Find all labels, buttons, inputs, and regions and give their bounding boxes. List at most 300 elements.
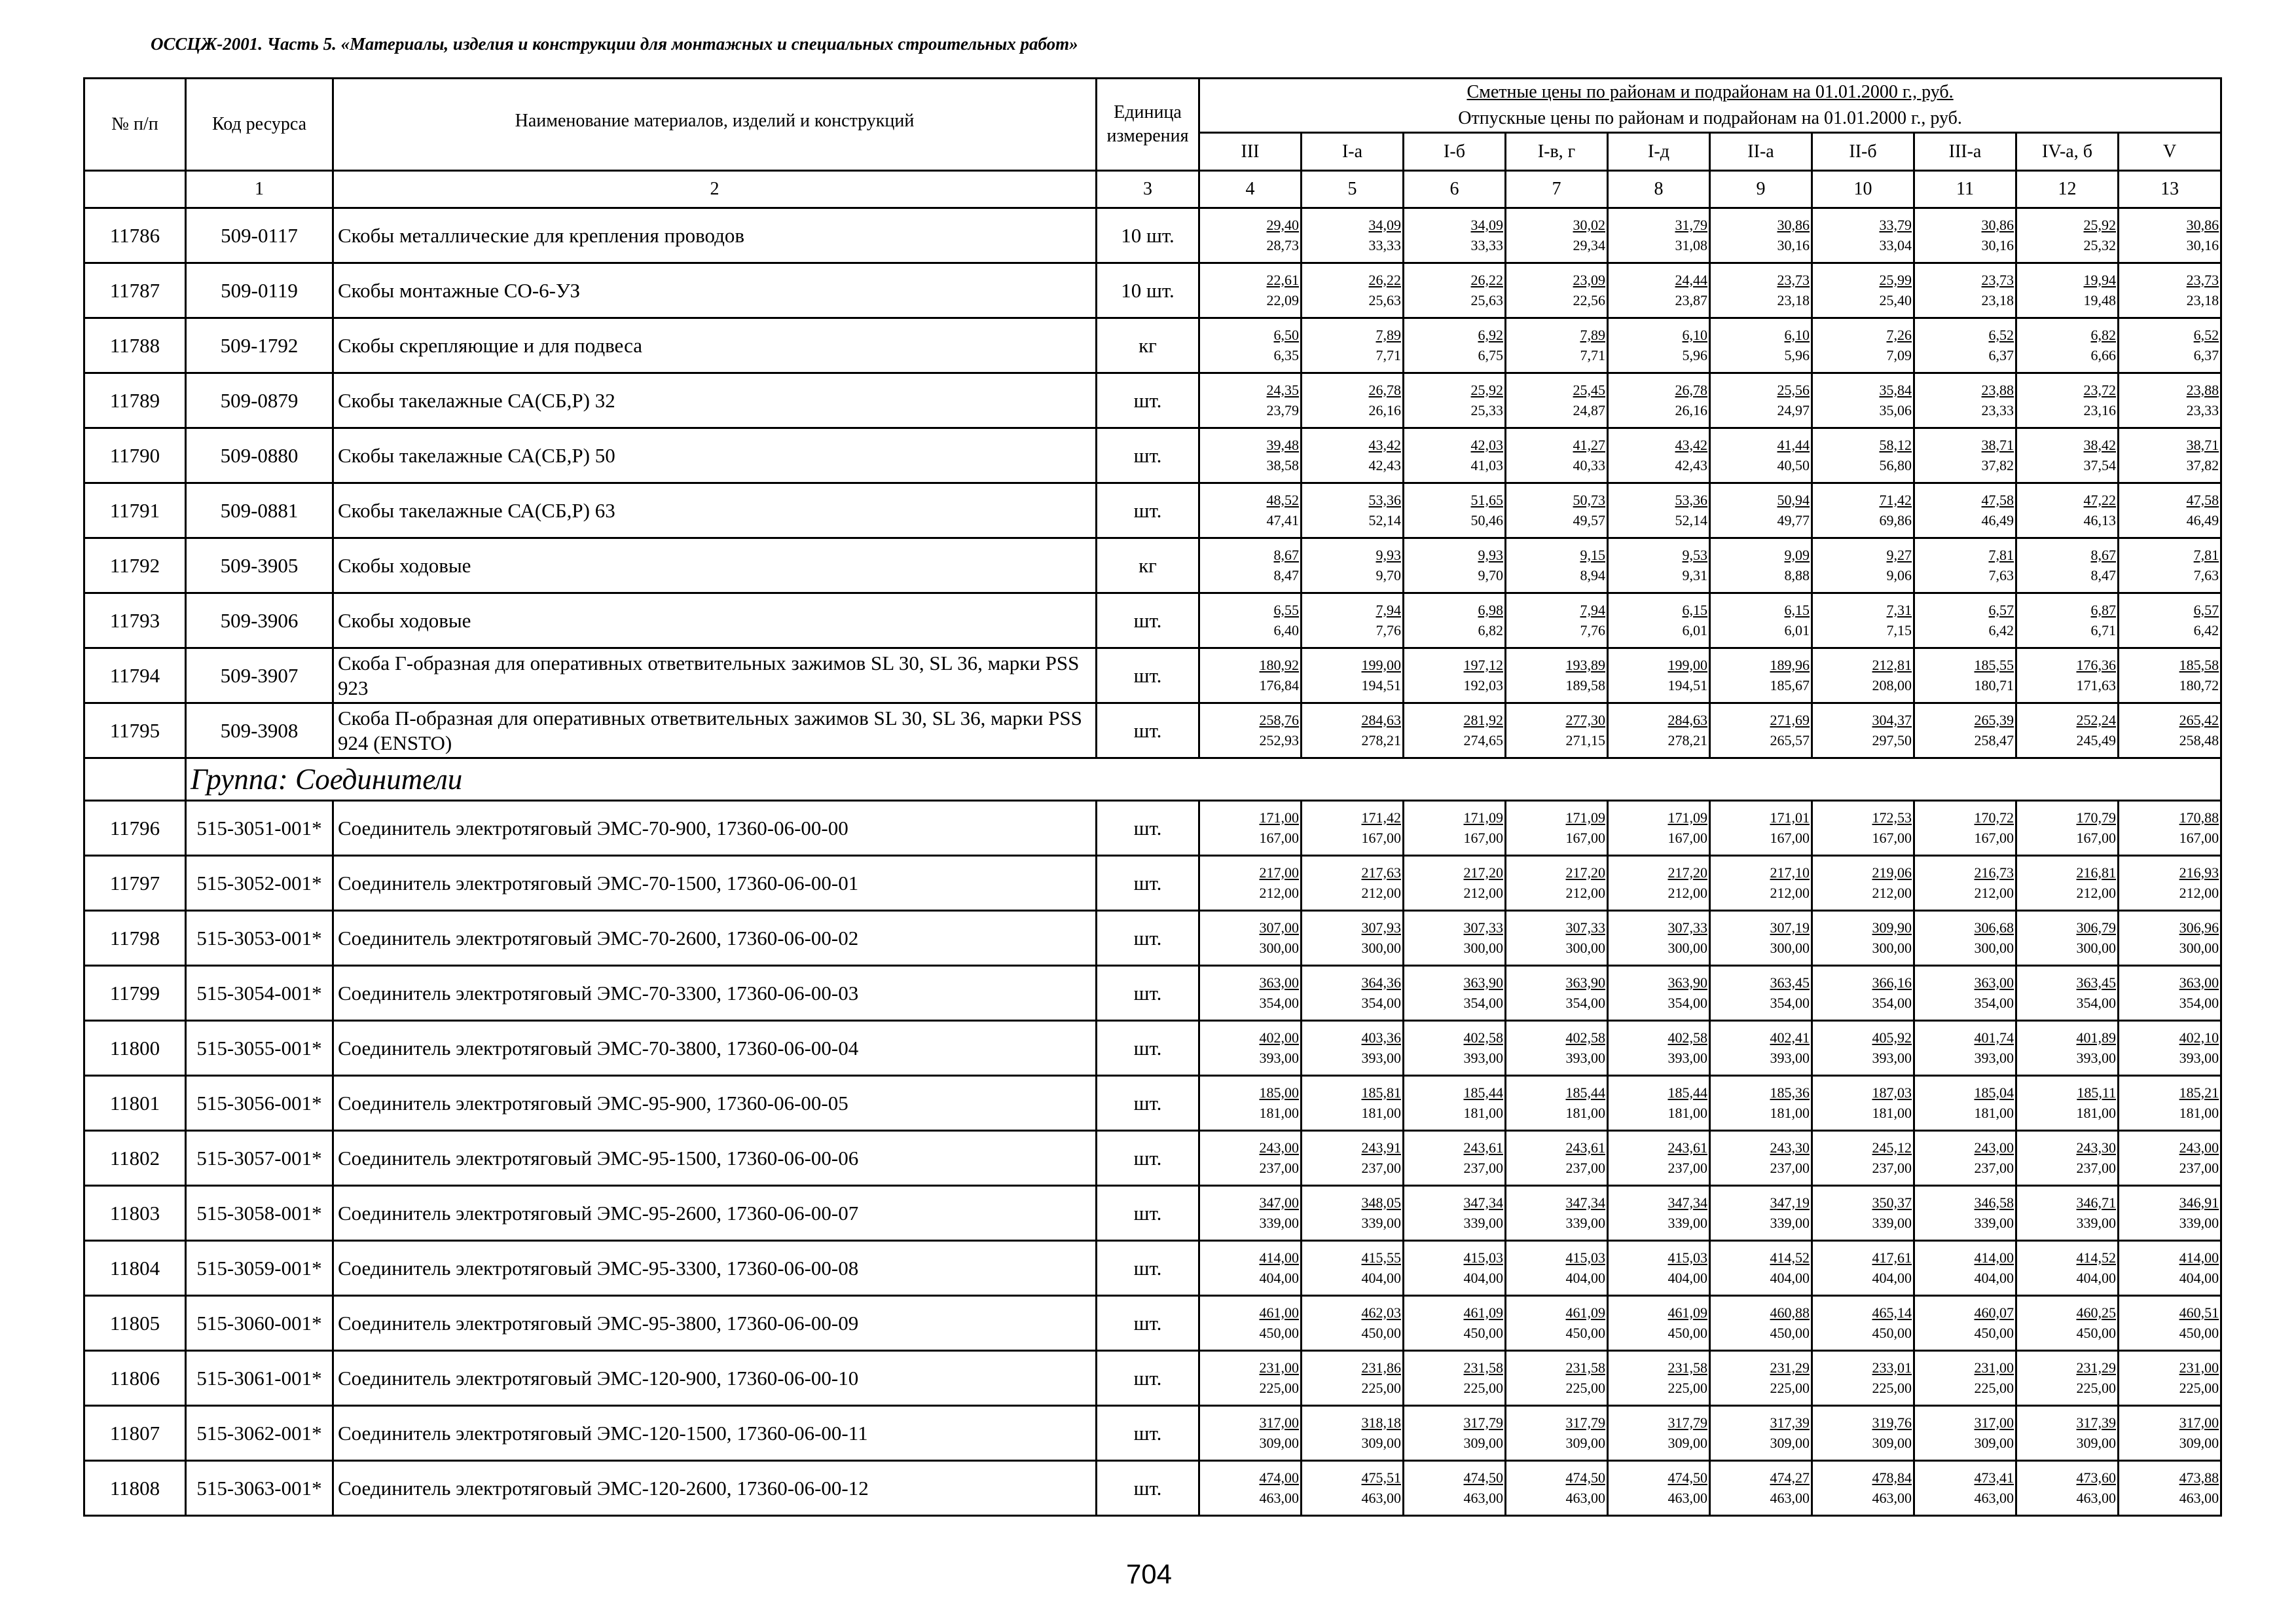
release-price: 7,63 [2193, 566, 2219, 583]
price-cell [1914, 856, 2016, 911]
price-cell [2016, 483, 2119, 538]
estimate-price: 216,81 [2076, 864, 2116, 881]
price-cell [1404, 1186, 1506, 1241]
estimate-price: 243,30 [2076, 1139, 2116, 1156]
release-price: 23,33 [1981, 401, 2014, 418]
estimate-price: 30,86 [2186, 216, 2219, 233]
estimate-price: 415,03 [1667, 1249, 1707, 1266]
resource-code: 509-0119 [186, 263, 333, 318]
row-number: 11796 [84, 801, 186, 856]
release-price: 225,00 [1974, 1379, 2014, 1396]
estimate-price: 23,73 [1777, 271, 1810, 288]
release-price: 245,49 [2076, 731, 2116, 748]
release-price: 212,00 [1361, 884, 1401, 901]
release-price: 300,00 [2179, 939, 2219, 956]
price-cell [1404, 318, 1506, 373]
release-price: 339,00 [2076, 1214, 2116, 1231]
price-cell [1812, 1131, 1914, 1186]
price-cell [2119, 1461, 2221, 1516]
price-cell [1812, 1406, 1914, 1461]
estimate-price: 347,34 [1565, 1194, 1605, 1211]
price-cell [1506, 1076, 1608, 1131]
header-region: IV-а, б [2016, 133, 2119, 171]
release-price: 393,00 [1361, 1049, 1401, 1066]
estimate-price: 347,19 [1770, 1194, 1810, 1211]
release-price: 23,87 [1675, 291, 1707, 308]
price-cell [1710, 538, 1812, 593]
price-cell [1914, 1186, 2016, 1241]
price-cell [1710, 1406, 1812, 1461]
resource-code: 515-3057-001* [186, 1131, 333, 1186]
release-price: 274,65 [1463, 731, 1503, 748]
release-price: 237,00 [1667, 1159, 1707, 1176]
price-cell [1812, 1021, 1914, 1076]
estimate-price: 414,00 [1259, 1249, 1299, 1266]
release-price: 22,09 [1266, 291, 1299, 308]
material-name: Соединитель электротяговый ЭМС-95-1500, 17360-06-00-06 [333, 1131, 1097, 1186]
material-name: Скоба Г-образная для оперативных ответвительных зажимов SL 30, SL 36, марки PSS 923 [333, 648, 1097, 703]
header-column-number: 9 [1710, 171, 1812, 208]
table-row [84, 1186, 2221, 1241]
estimate-price: 402,41 [1770, 1029, 1810, 1046]
estimate-price: 34,09 [1470, 216, 1503, 233]
price-cell [2016, 538, 2119, 593]
price-cell [1506, 263, 1608, 318]
release-price: 339,00 [1872, 1214, 1912, 1231]
header-prices [1199, 79, 2221, 133]
release-price: 47,41 [1266, 511, 1299, 528]
release-price: 393,00 [1974, 1049, 2014, 1066]
material-name: Скобы такелажные СА(СБ,Р) 50 [333, 428, 1097, 483]
price-cell [2016, 1241, 2119, 1296]
estimate-price: 43,42 [1368, 436, 1401, 453]
release-price: 354,00 [1463, 994, 1503, 1011]
price-cell [1608, 648, 1710, 703]
estimate-price: 284,63 [1667, 711, 1707, 728]
estimate-price: 9,27 [1886, 546, 1912, 563]
header-region: II-б [1812, 133, 1914, 171]
release-price: 393,00 [1872, 1049, 1912, 1066]
estimate-price: 243,00 [2179, 1139, 2219, 1156]
estimate-price: 277,30 [1565, 711, 1605, 728]
release-price: 26,16 [1675, 401, 1707, 418]
estimate-price: 243,61 [1463, 1139, 1503, 1156]
price-cell [1199, 1296, 1302, 1351]
price-cell [1914, 373, 2016, 428]
row-number: 11795 [84, 703, 186, 758]
release-price: 167,00 [2076, 829, 2116, 846]
estimate-price: 265,42 [2179, 711, 2219, 728]
estimate-price: 461,09 [1667, 1304, 1707, 1321]
release-price: 6,66 [2090, 346, 2116, 363]
estimate-price: 7,81 [1988, 546, 2014, 563]
estimate-price: 53,36 [1675, 491, 1707, 508]
release-price: 354,00 [1361, 994, 1401, 1011]
release-price: 450,00 [1565, 1324, 1605, 1341]
table-row [84, 208, 2221, 263]
price-cell [1812, 318, 1914, 373]
price-cell [2119, 263, 2221, 318]
price-cell [1302, 966, 1404, 1021]
estimate-price: 185,44 [1667, 1084, 1707, 1101]
estimate-price: 6,57 [1988, 601, 2014, 618]
estimate-price: 231,00 [1259, 1359, 1299, 1376]
release-price: 6,01 [1784, 621, 1810, 638]
price-cell [1914, 483, 2016, 538]
material-name: Соединитель электротяговый ЭМС-120-2600, 17360-06-00-12 [333, 1461, 1097, 1516]
resource-code: 515-3063-001* [186, 1461, 333, 1516]
estimate-price: 41,44 [1777, 436, 1810, 453]
price-cell [1710, 801, 1812, 856]
estimate-price: 474,50 [1463, 1469, 1503, 1486]
release-price: 194,51 [1361, 676, 1401, 693]
release-price: 212,00 [1770, 884, 1810, 901]
price-cell [1302, 1406, 1404, 1461]
price-cell [1608, 1461, 1710, 1516]
price-cell [2016, 318, 2119, 373]
price-table [83, 77, 2222, 1517]
price-cell [1710, 593, 1812, 648]
price-cell [1506, 911, 1608, 966]
estimate-price: 271,69 [1770, 711, 1810, 728]
price-cell [1608, 263, 1710, 318]
price-cell [2119, 593, 2221, 648]
release-price: 404,00 [1259, 1269, 1299, 1286]
measure-unit: шт. [1097, 1241, 1199, 1296]
estimate-price: 185,44 [1463, 1084, 1503, 1101]
material-name: Соединитель электротяговый ЭМС-70-1500, 17360-06-00-01 [333, 856, 1097, 911]
estimate-price: 23,72 [2083, 381, 2116, 398]
price-cell [1608, 593, 1710, 648]
price-cell [1506, 373, 1608, 428]
table-row [84, 703, 2221, 758]
price-cell [1302, 648, 1404, 703]
estimate-price: 417,61 [1872, 1249, 1912, 1266]
price-cell [1710, 1076, 1812, 1131]
price-cell [2119, 1131, 2221, 1186]
estimate-price: 403,36 [1361, 1029, 1401, 1046]
material-name: Скоба П-образная для оперативных ответвительных зажимов SL 30, SL 36, марки PSS 924 (ENSTO) [333, 703, 1097, 758]
release-price: 189,58 [1565, 676, 1605, 693]
release-price: 25,63 [1368, 291, 1401, 308]
material-name: Соединитель электротяговый ЭМС-70-3300, 17360-06-00-03 [333, 966, 1097, 1021]
release-price: 339,00 [1463, 1214, 1503, 1231]
header-region: III [1199, 133, 1302, 171]
price-cell [1914, 703, 2016, 758]
estimate-price: 243,00 [1259, 1139, 1299, 1156]
release-price: 23,18 [1777, 291, 1810, 308]
estimate-price: 31,79 [1675, 216, 1707, 233]
price-cell [2119, 801, 2221, 856]
price-cell [1506, 538, 1608, 593]
release-price: 265,57 [1770, 731, 1810, 748]
estimate-price: 185,04 [1974, 1084, 2014, 1101]
resource-code: 515-3062-001* [186, 1406, 333, 1461]
release-price: 8,47 [1273, 566, 1299, 583]
price-cell [1608, 1406, 1710, 1461]
header-column-number: 11 [1914, 171, 2016, 208]
estimate-price: 197,12 [1463, 656, 1503, 673]
price-cell [1404, 703, 1506, 758]
material-name: Скобы такелажные СА(СБ,Р) 32 [333, 373, 1097, 428]
resource-code: 509-0880 [186, 428, 333, 483]
release-price: 237,00 [2179, 1159, 2219, 1176]
release-price: 237,00 [1974, 1159, 2014, 1176]
price-cell [1302, 428, 1404, 483]
estimate-price: 170,79 [2076, 809, 2116, 826]
price-cell [1608, 801, 1710, 856]
group-row [84, 758, 2221, 801]
release-price: 212,00 [2076, 884, 2116, 901]
price-cell [1199, 966, 1302, 1021]
estimate-price: 6,92 [1478, 326, 1503, 343]
release-price: 463,00 [1667, 1489, 1707, 1506]
price-cell [1812, 801, 1914, 856]
estimate-price: 473,88 [2179, 1469, 2219, 1486]
table-row [84, 428, 2221, 483]
release-price: 212,00 [1974, 884, 2014, 901]
release-price: 404,00 [1565, 1269, 1605, 1286]
row-number: 11794 [84, 648, 186, 703]
price-cell [2119, 483, 2221, 538]
estimate-price: 306,68 [1974, 919, 2014, 936]
release-price: 339,00 [1770, 1214, 1810, 1231]
price-cell [1710, 648, 1812, 703]
price-cell [1302, 538, 1404, 593]
estimate-price: 478,84 [1872, 1469, 1912, 1486]
price-cell [1199, 1076, 1302, 1131]
release-price: 25,33 [1470, 401, 1503, 418]
release-price: 309,00 [1361, 1434, 1401, 1451]
release-price: 339,00 [1974, 1214, 2014, 1231]
price-cell [1404, 801, 1506, 856]
estimate-price: 243,61 [1565, 1139, 1605, 1156]
release-price: 393,00 [1463, 1049, 1503, 1066]
estimate-price: 414,52 [1770, 1249, 1810, 1266]
price-cell [1914, 801, 2016, 856]
estimate-price: 231,00 [2179, 1359, 2219, 1376]
release-price: 167,00 [1872, 829, 1912, 846]
price-cell [1506, 648, 1608, 703]
estimate-price: 7,94 [1376, 601, 1401, 618]
release-price: 309,00 [1770, 1434, 1810, 1451]
estimate-price: 176,36 [2076, 656, 2116, 673]
estimate-price: 363,90 [1565, 974, 1605, 991]
measure-unit: шт. [1097, 648, 1199, 703]
price-cell [2119, 648, 2221, 703]
header-column-number: 10 [1812, 171, 1914, 208]
release-price: 354,00 [2076, 994, 2116, 1011]
estimate-price: 7,81 [2193, 546, 2219, 563]
price-cell [1608, 428, 1710, 483]
release-price: 309,00 [2076, 1434, 2116, 1451]
price-cell [1302, 373, 1404, 428]
header-column-number: 2 [333, 171, 1097, 208]
estimate-price: 307,19 [1770, 919, 1810, 936]
price-cell [2119, 703, 2221, 758]
measure-unit: кг [1097, 538, 1199, 593]
price-cell [2119, 1351, 2221, 1406]
price-cell [1404, 483, 1506, 538]
price-cell [1199, 483, 1302, 538]
estimate-price: 309,90 [1872, 919, 1912, 936]
estimate-price: 6,50 [1273, 326, 1299, 343]
measure-unit: шт. [1097, 1076, 1199, 1131]
release-price: 339,00 [2179, 1214, 2219, 1231]
estimate-price: 189,96 [1770, 656, 1810, 673]
release-price: 6,42 [1988, 621, 2014, 638]
price-cell [1710, 856, 1812, 911]
estimate-price: 22,61 [1266, 271, 1299, 288]
price-cell [1710, 1241, 1812, 1296]
estimate-price: 306,96 [2179, 919, 2219, 936]
estimate-price: 245,12 [1872, 1139, 1912, 1156]
price-cell [2016, 966, 2119, 1021]
release-price: 6,42 [2193, 621, 2219, 638]
price-cell [1710, 483, 1812, 538]
release-price: 354,00 [1974, 994, 2014, 1011]
estimate-price: 461,09 [1565, 1304, 1605, 1321]
table-row [84, 966, 2221, 1021]
row-number: 11807 [84, 1406, 186, 1461]
release-price: 26,16 [1368, 401, 1401, 418]
material-name: Соединитель электротяговый ЭМС-120-900, 17360-06-00-10 [333, 1351, 1097, 1406]
release-price: 9,70 [1376, 566, 1401, 583]
estimate-price: 170,88 [2179, 809, 2219, 826]
price-cell [1812, 1351, 1914, 1406]
price-cell [1812, 1186, 1914, 1241]
estimate-price: 346,58 [1974, 1194, 2014, 1211]
release-price: 309,00 [1463, 1434, 1503, 1451]
price-cell [1302, 1351, 1404, 1406]
release-price: 354,00 [1667, 994, 1707, 1011]
price-cell [1914, 208, 2016, 263]
estimate-price: 474,50 [1565, 1469, 1605, 1486]
release-price: 192,03 [1463, 676, 1503, 693]
release-price: 450,00 [2179, 1324, 2219, 1341]
estimate-price: 185,36 [1770, 1084, 1810, 1101]
price-cell [1302, 483, 1404, 538]
release-price: 252,93 [1259, 731, 1299, 748]
price-cell [1302, 593, 1404, 648]
price-cell [1506, 1186, 1608, 1241]
release-price: 6,75 [1478, 346, 1503, 363]
estimate-price: 474,27 [1770, 1469, 1810, 1486]
release-price: 404,00 [1361, 1269, 1401, 1286]
release-price: 225,00 [1667, 1379, 1707, 1396]
estimate-price: 243,00 [1974, 1139, 2014, 1156]
estimate-price: 363,00 [1259, 974, 1299, 991]
release-price: 237,00 [1361, 1159, 1401, 1176]
release-price: 8,47 [2090, 566, 2116, 583]
price-cell [1199, 593, 1302, 648]
release-price: 450,00 [2076, 1324, 2116, 1341]
estimate-price: 319,76 [1872, 1414, 1912, 1431]
measure-unit: шт. [1097, 1296, 1199, 1351]
estimate-price: 231,00 [1974, 1359, 2014, 1376]
table-row [84, 856, 2221, 911]
price-cell [1199, 318, 1302, 373]
release-price: 6,37 [1988, 346, 2014, 363]
release-price: 38,58 [1266, 456, 1299, 473]
price-cell [1710, 1021, 1812, 1076]
estimate-price: 317,00 [1259, 1414, 1299, 1431]
release-price: 52,14 [1368, 511, 1401, 528]
resource-code: 515-3058-001* [186, 1186, 333, 1241]
row-number: 11790 [84, 428, 186, 483]
estimate-price: 350,37 [1872, 1194, 1912, 1211]
release-price: 393,00 [1259, 1049, 1299, 1066]
price-cell [1914, 1296, 2016, 1351]
estimate-price: 402,58 [1463, 1029, 1503, 1046]
estimate-price: 6,57 [2193, 601, 2219, 618]
estimate-price: 461,09 [1463, 1304, 1503, 1321]
material-name: Соединитель электротяговый ЭМС-95-900, 17360-06-00-05 [333, 1076, 1097, 1131]
estimate-price: 307,93 [1361, 919, 1401, 936]
release-price: 33,33 [1470, 236, 1503, 253]
estimate-price: 43,42 [1675, 436, 1707, 453]
release-price: 237,00 [1259, 1159, 1299, 1176]
release-price: 339,00 [1565, 1214, 1605, 1231]
row-number: 11802 [84, 1131, 186, 1186]
release-price: 7,71 [1376, 346, 1401, 363]
estimate-price: 317,00 [1974, 1414, 2014, 1431]
release-price: 181,00 [1463, 1104, 1503, 1121]
price-cell [2119, 966, 2221, 1021]
price-cell [2119, 1021, 2221, 1076]
release-price: 167,00 [1361, 829, 1401, 846]
release-price: 167,00 [1565, 829, 1605, 846]
price-cell [1914, 1406, 2016, 1461]
group-row-spacer [84, 758, 186, 801]
release-price: 35,06 [1879, 401, 1912, 418]
price-cell [1302, 263, 1404, 318]
price-cell [1914, 318, 2016, 373]
price-cell [1710, 1351, 1812, 1406]
table-row [84, 373, 2221, 428]
price-cell [1404, 966, 1506, 1021]
estimate-price: 363,90 [1463, 974, 1503, 991]
release-price: 300,00 [1463, 939, 1503, 956]
release-price: 278,21 [1667, 731, 1707, 748]
estimate-price: 415,03 [1565, 1249, 1605, 1266]
price-cell [1914, 1461, 2016, 1516]
price-cell [1914, 1076, 2016, 1131]
resource-code: 509-3906 [186, 593, 333, 648]
table-row [84, 318, 2221, 373]
price-cell [1710, 1186, 1812, 1241]
header-region: II-а [1710, 133, 1812, 171]
release-price: 300,00 [1667, 939, 1707, 956]
release-price: 46,49 [2186, 511, 2219, 528]
estimate-price: 24,44 [1675, 271, 1707, 288]
price-cell [1608, 1131, 1710, 1186]
release-price: 46,13 [2083, 511, 2116, 528]
release-price: 7,76 [1376, 621, 1401, 638]
price-cell [2119, 1296, 2221, 1351]
resource-code: 515-3051-001* [186, 801, 333, 856]
estimate-price: 6,82 [2090, 326, 2116, 343]
price-cell [1199, 801, 1302, 856]
price-cell [2016, 263, 2119, 318]
estimate-price: 185,21 [2179, 1084, 2219, 1101]
estimate-price: 217,63 [1361, 864, 1401, 881]
price-cell [1710, 1131, 1812, 1186]
header-no: № п/п [84, 79, 186, 171]
release-price: 180,72 [2179, 676, 2219, 693]
release-price: 212,00 [1463, 884, 1503, 901]
estimate-price: 363,00 [1974, 974, 2014, 991]
